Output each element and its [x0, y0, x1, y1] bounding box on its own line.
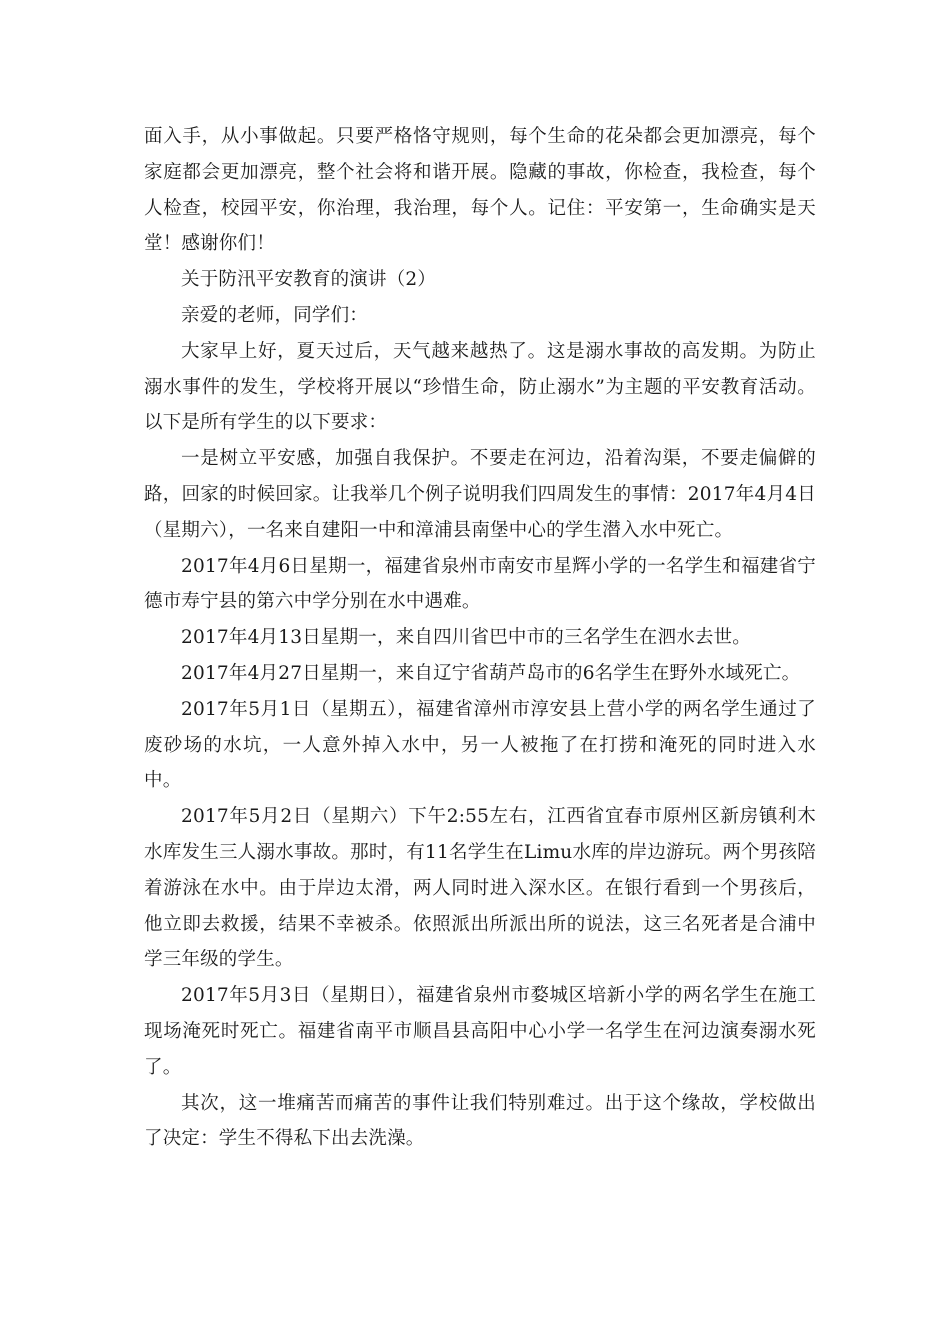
document-body — [144, 119, 816, 1157]
paragraph-intro: 大家早上好，夏天过后，天气越来越热了。这是溺水事故的高发期。为防止溺水事件的发生，学校将开展以“珍惜生命，防止溺水”为主题的平安教育活动。以下是所有学生的以下要求： — [144, 340, 816, 434]
paragraph-incident-apr27: 2017年4月27日星期一，来自辽宁省葫芦岛市的6名学生在野外水域死亡。 — [181, 662, 801, 684]
paragraph-incident-may1: 2017年5月1日（星期五），福建省漳州市淳安县上营小学的两名学生通过了废砂场的水坑，一人意外掉入水中，另一人被拖了在打捞和淹死的同时进入水中。 — [144, 698, 816, 792]
paragraph-incident-apr13: 2017年4月13日星期一，来自四川省巴中市的三名学生在泗水去世。 — [181, 627, 751, 649]
paragraph-safety-awareness: 一是树立平安感，加强自我保护。不要走在河边，沿着沟渠，不要走偏僻的路，回家的时候回家。让我举几个例子说明我们四周发生的事情：2017年4月4日（星期六），一名来自建阳一中和漳浦县南堡中心的学生潜入水中死亡。 — [144, 448, 816, 541]
paragraph-school-decision: 其次，这一堆痛苦而痛苦的事件让我们特别难过。出于这个缘故，学校做出了决定：学生不得私下出去洗澡。 — [144, 1092, 816, 1150]
paragraph-incident-may3: 2017年5月3日（星期日），福建省泉州市婺城区培新小学的两名学生在施工现场淹死时死亡。福建省南平市顺昌县高阳中心小学一名学生在河边演奏溺水死了。 — [144, 985, 816, 1078]
speech-title: 关于防汛平安教育的演讲（2） — [181, 269, 437, 291]
salutation: 亲爱的老师，同学们： — [181, 304, 369, 326]
paragraph-continuation: 面入手，从小事做起。只要严格恪守规则，每个生命的花朵都会更加漂亮，每个家庭都会更加漂亮，整个社会将和谐开展。隐藏的事故，你检查，我检查，每个人检查，校园平安，你治理，我治理，每个人。记住：平安第一，生命确实是天堂！感谢你们！ — [144, 126, 816, 255]
paragraph-incident-apr6: 2017年4月6日星期一，福建省泉州市南安市星辉小学的一名学生和福建省宁德市寿宁县的第六中学分别在水中遇难。 — [144, 555, 816, 613]
paragraph-incident-may2: 2017年5月2日（星期六）下午2:55左右，江西省宜春市原州区新房镇利木水库发生三人溺水事故。那时，有11名学生在Limu水库的岸边游玩。两个男孩陪着游泳在水中。由于岸边太滑，两人同时进入深水区。在银行看到一个男孩后，他立即去救援，结果不幸被杀。依照派出所派出所的说法，这三名死者是合浦中学三年级的学生。 — [144, 806, 816, 971]
